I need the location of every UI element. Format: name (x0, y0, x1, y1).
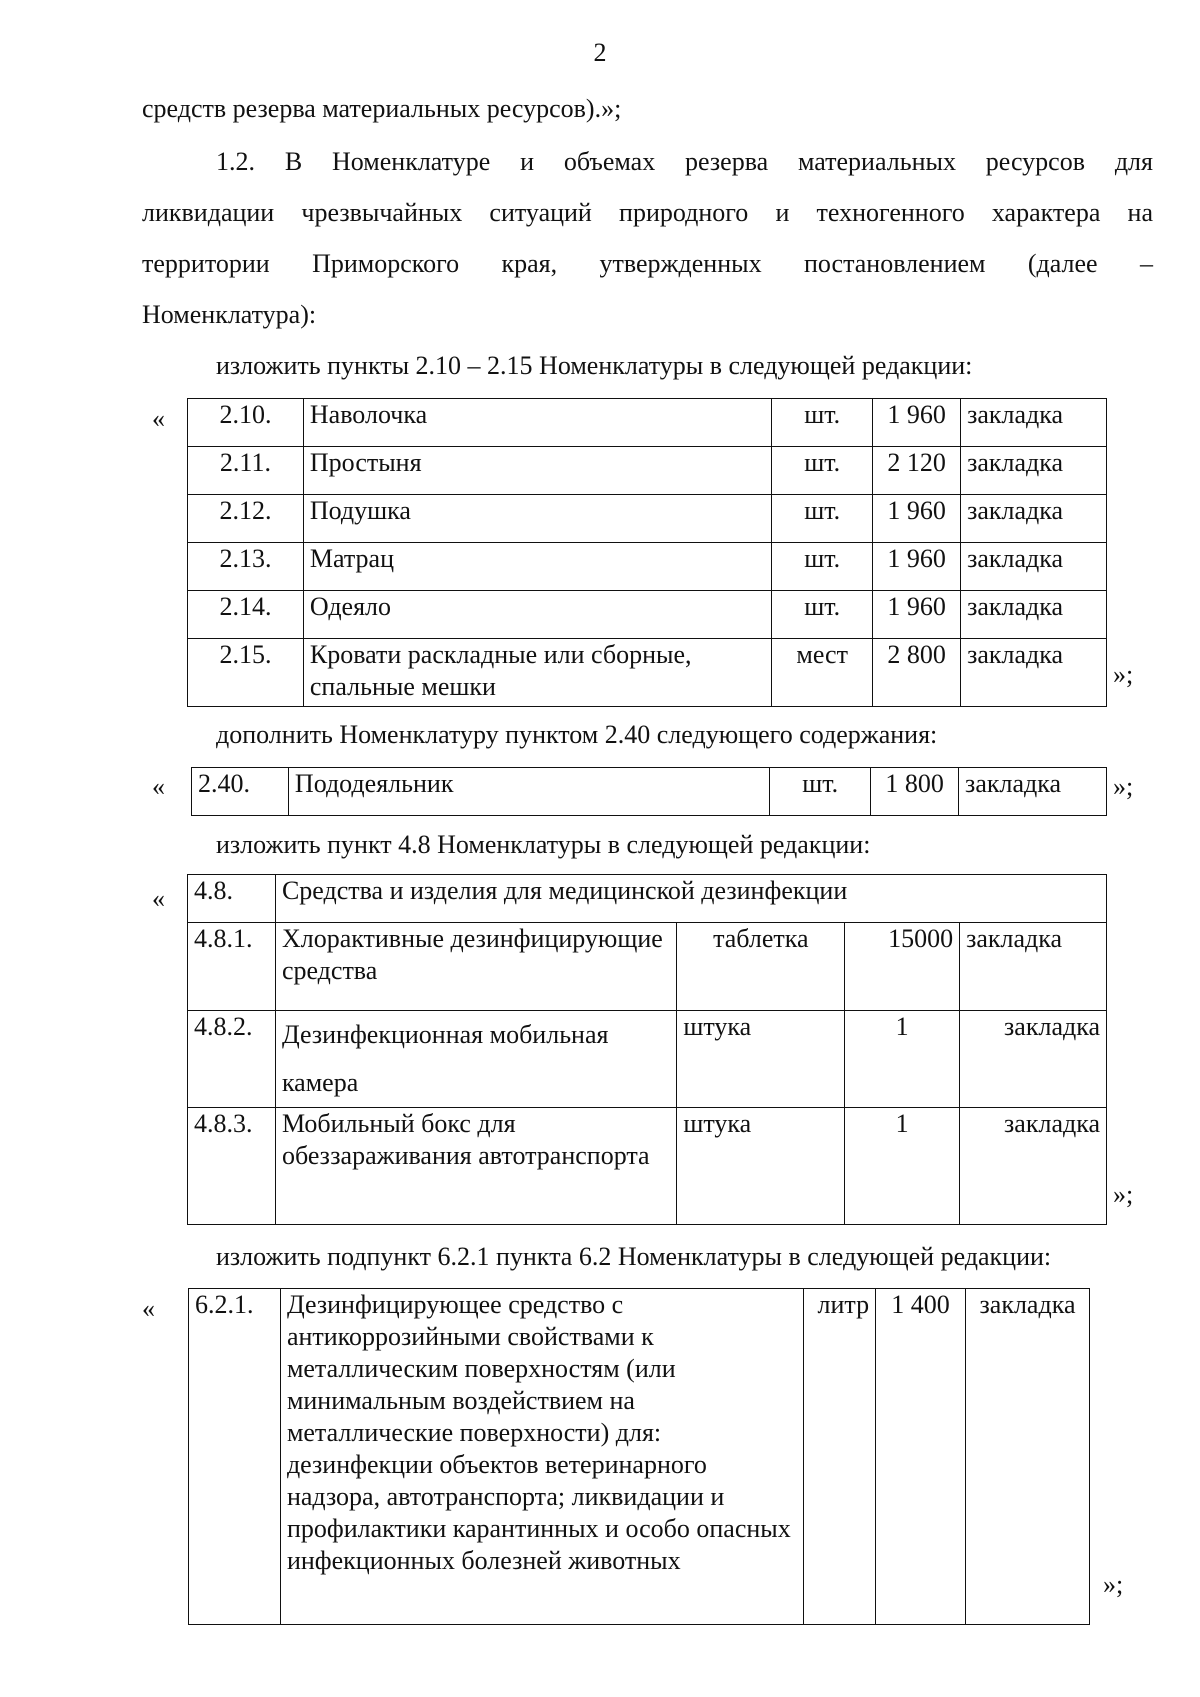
instruction-1: изложить пункты 2.10 – 2.15 Номенклатуры в следующей редакции: (216, 351, 973, 380)
table-row (188, 447, 1107, 495)
table-row (188, 399, 1107, 447)
open-quote-table-2: « (152, 772, 165, 801)
table-row (188, 639, 1107, 707)
item-name: Пододеяльник (288, 768, 769, 816)
item-number: 2.40. (192, 768, 289, 816)
item-number: 4.8.3. (188, 1108, 276, 1225)
close-quote-table-3: »; (1113, 1180, 1134, 1209)
item-type: закладка (961, 543, 1107, 591)
item-quantity: 1 960 (873, 495, 961, 543)
paragraph-line-1: 1.2. В Номенклатуре и объемах резерва материальных ресурсов для (216, 147, 1153, 176)
item-quantity: 2 120 (873, 447, 961, 495)
item-number: 4.8.2. (188, 1011, 276, 1108)
item-quantity: 2 800 (873, 639, 961, 707)
instruction-3: изложить пункт 4.8 Номенклатуры в следующей редакции: (216, 830, 871, 859)
table-item-4-8 (187, 874, 1107, 1225)
item-quantity: 1 960 (873, 543, 961, 591)
table-row (188, 1108, 1107, 1225)
item-type: закладка (961, 495, 1107, 543)
table-row (192, 768, 1107, 816)
item-type: закладка (960, 1011, 1107, 1108)
item-number: 2.12. (188, 495, 304, 543)
item-name: Матрац (303, 543, 771, 591)
item-number: 4.8. (188, 875, 276, 923)
intro-line: средств резерва материальных ресурсов).»; (142, 94, 622, 123)
item-name: Дезинфицирующее средство с антикоррозийными свойствами к металлическим поверхностям (или минимальным воздействием на металлические поверхности) для: дезинфекции объектов ветеринарного надзора, автотранспорта; ликвидации и профилактики карантинных и особо опасных инфекционных болезней животных (280, 1289, 803, 1625)
item-unit: шт. (772, 543, 873, 591)
item-quantity: 1 960 (873, 591, 961, 639)
item-quantity: 1 800 (871, 768, 959, 816)
paragraph-line-3: территории Приморского края, утвержденных постановлением (далее – (142, 249, 1153, 278)
item-type: закладка (961, 447, 1107, 495)
item-number: 2.11. (188, 447, 304, 495)
item-name: Наволочка (303, 399, 771, 447)
item-number: 2.10. (188, 399, 304, 447)
item-quantity: 1 400 (876, 1289, 966, 1625)
item-number: 4.8.1. (188, 923, 276, 1011)
item-number: 2.15. (188, 639, 304, 707)
open-quote-table-3: « (152, 884, 165, 913)
item-unit: мест (772, 639, 873, 707)
item-unit: шт. (772, 495, 873, 543)
item-quantity: 15000 (845, 923, 960, 1011)
item-quantity: 1 (845, 1011, 960, 1108)
table-item-2-40 (191, 767, 1107, 816)
item-unit: штука (677, 1108, 845, 1225)
table-row (189, 1289, 1090, 1625)
open-quote-table-1: « (152, 404, 165, 433)
item-type: закладка (960, 923, 1107, 1011)
instruction-4: изложить подпункт 6.2.1 пункта 6.2 Номенклатуры в следующей редакции: (216, 1242, 1052, 1271)
table-row (188, 543, 1107, 591)
item-type: закладка (961, 399, 1107, 447)
item-type: закладка (960, 1108, 1107, 1225)
table-header-row (188, 875, 1107, 923)
close-quote-table-2: »; (1113, 772, 1134, 801)
table-row (188, 923, 1107, 1011)
table-row (188, 495, 1107, 543)
table-item-6-2-1 (188, 1288, 1090, 1625)
item-unit: таблетка (677, 923, 845, 1011)
item-number: 6.2.1. (189, 1289, 281, 1625)
item-name: Мобильный бокс для обеззараживания автотранспорта (275, 1108, 676, 1225)
open-quote-table-4: « (142, 1294, 155, 1323)
item-unit: шт. (772, 591, 873, 639)
item-name: Хлорактивные дезинфицирующие средства (275, 923, 676, 1011)
close-quote-table-4: »; (1103, 1570, 1124, 1599)
page-number: 2 (593, 38, 607, 67)
item-name: Дезинфекционная мобильная камера (275, 1011, 676, 1108)
item-type: закладка (966, 1289, 1090, 1625)
paragraph-line-4: Номенклатура): (142, 300, 317, 329)
table-row (188, 1011, 1107, 1108)
table-items-2-10-to-2-15 (187, 398, 1107, 707)
item-quantity: 1 (845, 1108, 960, 1225)
item-name: Подушка (303, 495, 771, 543)
item-name: Простыня (303, 447, 771, 495)
item-quantity: 1 960 (873, 399, 961, 447)
item-unit: литр (804, 1289, 876, 1625)
item-number: 2.14. (188, 591, 304, 639)
item-unit: шт. (770, 768, 871, 816)
item-unit: штука (677, 1011, 845, 1108)
item-name: Кровати раскладные или сборные, спальные мешки (303, 639, 771, 707)
item-type: закладка (961, 639, 1107, 707)
item-name: Одеяло (303, 591, 771, 639)
section-title: Средства и изделия для медицинской дезинфекции (275, 875, 1106, 923)
table-row (188, 591, 1107, 639)
instruction-2: дополнить Номенклатуру пунктом 2.40 следующего содержания: (216, 720, 938, 749)
item-type: закладка (961, 591, 1107, 639)
item-unit: шт. (772, 447, 873, 495)
item-unit: шт. (772, 399, 873, 447)
paragraph-line-2: ликвидации чрезвычайных ситуаций природного и техногенного характера на (142, 198, 1153, 227)
item-number: 2.13. (188, 543, 304, 591)
item-type: закладка (959, 768, 1107, 816)
close-quote-table-1: »; (1113, 660, 1134, 689)
